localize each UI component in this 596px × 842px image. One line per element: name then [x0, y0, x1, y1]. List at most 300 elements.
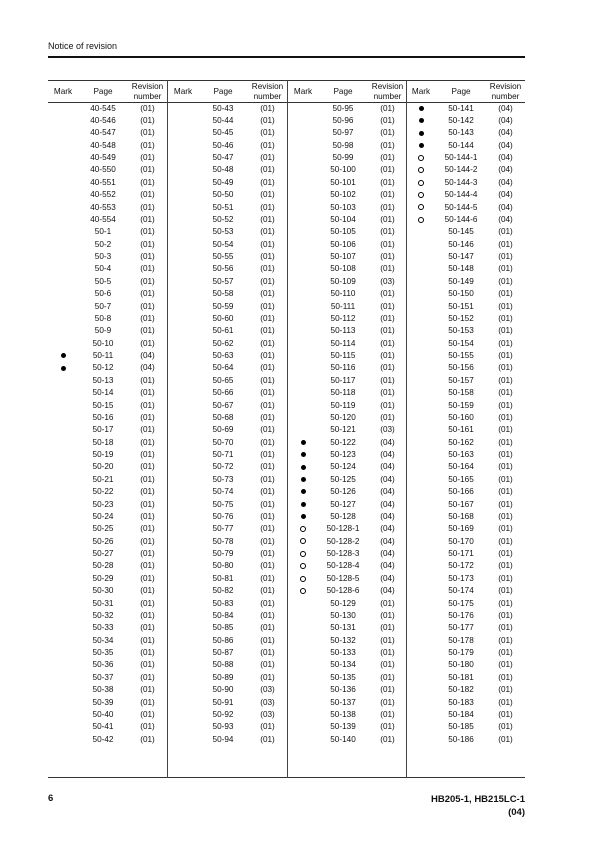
hollow-circle-mark-icon [288, 536, 318, 548]
revision-cell: (01) [140, 462, 155, 472]
revision-cell: (01) [260, 635, 275, 645]
page-cell: 50-46 [212, 140, 234, 150]
revision-cell: (01) [260, 202, 275, 212]
revision-cell: (01) [260, 375, 275, 385]
header-mark: Mark [173, 87, 193, 96]
table-row [48, 437, 167, 449]
table-row [406, 499, 525, 511]
revision-cell: (01) [260, 561, 275, 571]
revision-cell: (01) [140, 573, 155, 583]
table-row [168, 263, 287, 275]
table-row [288, 288, 407, 300]
table-row [168, 239, 287, 251]
page-cell: 50-63 [212, 351, 234, 360]
table-row [168, 548, 287, 560]
page-cell: 50-128-6 [326, 586, 360, 596]
table-row [288, 325, 407, 337]
revision-cell: (01) [498, 573, 513, 583]
revision-cell: (01) [260, 511, 275, 521]
table-row [406, 313, 525, 325]
revision-cell: (01) [498, 561, 513, 571]
hollow-circle-mark-icon [288, 560, 318, 572]
table-row [288, 400, 407, 412]
revision-cell: (01) [140, 177, 155, 187]
table-row [288, 635, 407, 647]
revision-cell: (01) [498, 276, 513, 286]
table-row [48, 387, 167, 399]
page-cell: 50-128-4 [326, 561, 360, 571]
table-row [288, 486, 407, 498]
filled-circle-mark-icon [288, 449, 318, 461]
table-row [406, 647, 525, 659]
table-row [48, 412, 167, 424]
revision-cell: (01) [140, 276, 155, 286]
table-row [168, 103, 287, 115]
filled-circle-mark-icon [288, 511, 318, 523]
page-cell: 50-83 [212, 598, 234, 608]
table-row [288, 387, 407, 399]
table-row [168, 140, 287, 152]
page-cell: 50-92 [212, 709, 234, 719]
table-row [48, 536, 167, 548]
page-cell: 50-40 [92, 709, 114, 719]
page-cell: 50-29 [92, 573, 114, 583]
page-cell: 50-124 [330, 462, 356, 472]
page-cell: 50-162 [448, 437, 474, 447]
filled-circle-mark-icon [406, 127, 436, 139]
page-cell: 50-62 [212, 338, 234, 348]
page-cell: 50-164 [448, 462, 474, 472]
revision-cell: (01) [260, 722, 275, 732]
page-cell: 50-43 [212, 103, 234, 113]
table-row [48, 573, 167, 585]
filled-circle-mark-icon [48, 350, 78, 362]
table-row [406, 288, 525, 300]
page-cell: 50-24 [92, 511, 114, 521]
table-row [168, 734, 287, 746]
page-cell: 50-9 [94, 326, 112, 336]
group-rows [48, 103, 167, 747]
revision-cell: (01) [498, 511, 513, 521]
revision-cell: (01) [140, 450, 155, 459]
revision-cell: (01) [380, 227, 395, 237]
page-cell: 50-8 [94, 313, 112, 323]
revision-cell: (01) [380, 660, 395, 670]
table-row [406, 709, 525, 721]
revision-cell: (01) [260, 103, 275, 113]
table-row [406, 461, 525, 473]
revision-cell: (01) [380, 128, 395, 138]
page-cell: 50-141 [448, 103, 474, 113]
revision-cell: (01) [498, 412, 513, 422]
page-cell: 50-95 [332, 103, 354, 113]
page-cell: 50-31 [92, 598, 114, 608]
table-row [48, 177, 167, 189]
revision-cell: (01) [260, 388, 275, 398]
table-row [406, 177, 525, 189]
table-row [168, 362, 287, 374]
table-row [168, 288, 287, 300]
revision-cell: (01) [140, 190, 155, 200]
revision-cell: (04) [498, 140, 513, 150]
revision-cell: (04) [380, 462, 395, 472]
table-row [48, 622, 167, 634]
table-row [406, 697, 525, 709]
table-row [48, 598, 167, 610]
table-row [288, 511, 407, 523]
hollow-circle-mark-icon [406, 214, 436, 226]
revision-cell: (01) [498, 289, 513, 299]
revision-cell: (01) [380, 388, 395, 398]
page-cell: 40-546 [90, 115, 116, 125]
page-cell: 50-22 [92, 487, 114, 497]
page-cell: 50-73 [212, 474, 234, 484]
page-cell: 40-553 [90, 202, 116, 212]
table-row [406, 610, 525, 622]
revision-cell: (01) [140, 697, 155, 707]
table-row [168, 338, 287, 350]
revision-cell: (01) [260, 264, 275, 274]
revision-cell: (01) [498, 252, 513, 261]
table-row [406, 214, 525, 226]
table-row [168, 474, 287, 486]
table-row [48, 115, 167, 127]
table-row [406, 189, 525, 201]
group-header [288, 80, 407, 102]
table-row [406, 548, 525, 560]
header-divider [48, 56, 525, 58]
revision-cell: (04) [498, 103, 513, 113]
table-row [288, 585, 407, 597]
table-row [168, 437, 287, 449]
table-row [288, 202, 407, 214]
page-cell: 50-23 [92, 499, 114, 509]
table-row [48, 647, 167, 659]
revision-cell: (01) [260, 227, 275, 237]
page-cell: 50-119 [330, 400, 356, 410]
revision-cell: (01) [498, 450, 513, 459]
page-cell: 50-136 [330, 685, 356, 695]
header-mark: Mark [293, 87, 313, 96]
revision-cell: (01) [260, 462, 275, 472]
page-cell: 50-150 [448, 289, 474, 299]
page-cell: 50-134 [330, 660, 356, 670]
page-cell: 50-167 [448, 499, 474, 509]
page-cell: 50-144-3 [444, 177, 478, 187]
page-cell: 50-114 [330, 338, 356, 348]
page-number: 6 [48, 793, 54, 804]
page-cell: 50-76 [212, 511, 234, 521]
revision-cell: (01) [260, 252, 275, 261]
revision-cell: (01) [260, 623, 275, 633]
table-row [48, 499, 167, 511]
table-row [168, 400, 287, 412]
table-row [168, 202, 287, 214]
revision-cell: (01) [140, 103, 155, 113]
revision-cell: (01) [260, 313, 275, 323]
header-mark: Mark [411, 87, 431, 96]
page-cell: 50-13 [92, 375, 114, 385]
table-row [406, 437, 525, 449]
table-row [288, 684, 407, 696]
table-row [48, 635, 167, 647]
table-row [406, 585, 525, 597]
table-row [48, 461, 167, 473]
page-cell: 50-184 [448, 709, 474, 719]
table-row [168, 647, 287, 659]
revision-cell: (01) [380, 623, 395, 633]
revision-code: (04) [508, 807, 525, 818]
table-row [406, 511, 525, 523]
table-row [288, 239, 407, 251]
revision-cell: (01) [260, 351, 275, 360]
revision-cell: (01) [380, 115, 395, 125]
table-row [48, 127, 167, 139]
revision-cell: (01) [380, 239, 395, 249]
table-row [168, 127, 287, 139]
page-cell: 50-143 [448, 128, 474, 138]
table-row [48, 301, 167, 313]
table-row [288, 338, 407, 350]
page-cell: 50-112 [330, 313, 356, 323]
table-row [406, 449, 525, 461]
page-cell: 40-545 [90, 103, 116, 113]
revision-cell: (01) [380, 252, 395, 261]
revision-cell: (01) [498, 301, 513, 311]
page-cell: 50-103 [330, 202, 356, 212]
page-cell: 50-12 [92, 363, 114, 373]
revision-cell: (01) [140, 623, 155, 633]
table-row [288, 474, 407, 486]
revision-cell: (01) [498, 363, 513, 373]
page-cell: 50-3 [94, 252, 112, 261]
header-page: Page [213, 87, 233, 96]
revision-cell: (04) [498, 115, 513, 125]
header-revision-number: Revision number [251, 82, 284, 101]
revision-cell: (01) [380, 301, 395, 311]
hollow-circle-mark-icon [406, 189, 436, 201]
table-row [48, 362, 167, 374]
table-row [168, 375, 287, 387]
revision-cell: (01) [260, 573, 275, 583]
page-cell: 50-128 [330, 511, 356, 521]
page-cell: 50-60 [212, 313, 234, 323]
page-cell: 50-138 [330, 709, 356, 719]
table-row [168, 622, 287, 634]
table-row [48, 164, 167, 176]
page-cell: 50-158 [448, 388, 474, 398]
header-page: Page [333, 87, 353, 96]
page-cell: 50-55 [212, 252, 234, 261]
page-cell: 40-549 [90, 153, 116, 162]
table-row [406, 684, 525, 696]
page-cell: 50-173 [448, 573, 474, 583]
page-cell: 50-181 [448, 672, 474, 682]
group-rows [406, 103, 525, 747]
table-row [168, 276, 287, 288]
revision-cell: (01) [498, 685, 513, 695]
revision-cell: (01) [380, 140, 395, 150]
revision-cell: (01) [260, 140, 275, 150]
table-row [288, 697, 407, 709]
page-cell: 50-54 [212, 239, 234, 249]
page-cell: 50-108 [330, 264, 356, 274]
revision-cell: (01) [498, 672, 513, 682]
page-cell: 50-185 [448, 722, 474, 732]
revision-cell: (01) [380, 734, 395, 744]
revision-cell: (01) [140, 722, 155, 732]
page-cell: 50-171 [448, 549, 474, 558]
hollow-circle-mark-icon [406, 202, 436, 214]
revision-cell: (01) [498, 326, 513, 336]
revision-cell: (01) [260, 598, 275, 608]
revision-cell: (01) [498, 499, 513, 509]
page-cell: 50-177 [448, 623, 474, 633]
page-cell: 50-170 [448, 536, 474, 546]
revision-cell: (01) [260, 153, 275, 162]
page-cell: 50-11 [92, 351, 114, 360]
revision-cell: (01) [380, 351, 395, 360]
page-cell: 50-168 [448, 511, 474, 521]
page-cell: 50-32 [92, 610, 114, 620]
revision-cell: (01) [380, 264, 395, 274]
page-cell: 50-18 [92, 437, 114, 447]
page-cell: 50-90 [212, 685, 234, 695]
table-row [406, 226, 525, 238]
revision-cell: (01) [260, 734, 275, 744]
page-cell: 50-4 [94, 264, 112, 274]
revision-cell: (01) [380, 214, 395, 224]
table-row [406, 103, 525, 115]
revision-cell: (01) [498, 722, 513, 732]
page-cell: 50-2 [94, 239, 112, 249]
table-row [168, 115, 287, 127]
revision-cell: (01) [498, 697, 513, 707]
page-cell: 50-57 [212, 276, 234, 286]
table-row [168, 412, 287, 424]
table-row [168, 424, 287, 436]
table-row [406, 338, 525, 350]
revision-cell: (03) [380, 425, 395, 435]
revision-cell: (01) [498, 487, 513, 497]
page-cell: 50-179 [448, 648, 474, 657]
table-row [288, 164, 407, 176]
page-cell: 50-111 [330, 301, 356, 311]
revision-cell: (04) [380, 450, 395, 459]
page-cell: 50-128-3 [326, 549, 360, 558]
table-row [48, 721, 167, 733]
revision-cell: (01) [140, 301, 155, 311]
page-cell: 50-20 [92, 462, 114, 472]
footer-model [431, 793, 525, 819]
page-cell: 50-34 [92, 635, 114, 645]
table-row [288, 350, 407, 362]
revision-cell: (03) [260, 697, 275, 707]
revision-cell: (01) [380, 289, 395, 299]
page-cell: 50-50 [212, 190, 234, 200]
page-cell: 50-144 [448, 140, 474, 150]
page-cell: 50-152 [448, 313, 474, 323]
header-revision-number: Revision number [371, 82, 404, 101]
hollow-circle-mark-icon [406, 152, 436, 164]
table-row [406, 598, 525, 610]
revision-cell: (01) [140, 375, 155, 385]
page-cell: 50-100 [330, 165, 356, 175]
page-cell: 50-77 [212, 524, 234, 534]
hollow-circle-mark-icon [406, 164, 436, 176]
header-mark: Mark [53, 87, 73, 96]
revision-cell: (01) [498, 709, 513, 719]
table-row [48, 239, 167, 251]
page-cell: 50-93 [212, 722, 234, 732]
revision-cell: (01) [380, 153, 395, 162]
page-cell: 50-154 [448, 338, 474, 348]
table-row [406, 474, 525, 486]
page-cell: 50-49 [212, 177, 234, 187]
revision-cell: (01) [140, 400, 155, 410]
page-cell: 50-78 [212, 536, 234, 546]
page-cell: 50-117 [330, 375, 356, 385]
page-cell: 50-135 [330, 672, 356, 682]
page-cell: 50-176 [448, 610, 474, 620]
page-cell: 50-58 [212, 289, 234, 299]
table-row [288, 103, 407, 115]
table-row [288, 214, 407, 226]
revision-cell: (01) [260, 586, 275, 596]
table-row [168, 251, 287, 263]
revision-cell: (01) [380, 697, 395, 707]
revision-cell: (03) [260, 709, 275, 719]
table-row [168, 536, 287, 548]
table-row [406, 164, 525, 176]
table-row [48, 152, 167, 164]
table-row [48, 325, 167, 337]
hollow-circle-mark-icon [288, 585, 318, 597]
table-row [288, 573, 407, 585]
page-cell: 50-109 [330, 276, 356, 286]
revision-cell: (01) [380, 165, 395, 175]
table-row [168, 226, 287, 238]
revision-cell: (01) [260, 115, 275, 125]
page-cell: 50-79 [212, 549, 234, 558]
revision-cell: (01) [260, 326, 275, 336]
revision-table [48, 80, 525, 778]
table-row [48, 659, 167, 671]
table-row [406, 721, 525, 733]
table-row [288, 659, 407, 671]
revision-cell: (04) [498, 153, 513, 162]
revision-cell: (01) [260, 177, 275, 187]
revision-cell: (01) [498, 474, 513, 484]
table-row [288, 115, 407, 127]
page-cell: 50-144-6 [444, 214, 478, 224]
table-row [288, 672, 407, 684]
revision-cell: (01) [140, 128, 155, 138]
revision-cell: (01) [260, 474, 275, 484]
table-row [168, 585, 287, 597]
page-cell: 50-133 [330, 648, 356, 657]
header-revision-number: Revision number [131, 82, 164, 101]
table-row [168, 387, 287, 399]
page-cell: 50-161 [448, 425, 474, 435]
table-row [48, 214, 167, 226]
revision-cell: (01) [140, 437, 155, 447]
table-row [48, 610, 167, 622]
page-cell: 50-16 [92, 412, 114, 422]
revision-cell: (01) [498, 635, 513, 645]
page-cell: 50-89 [212, 672, 234, 682]
page-cell: 50-126 [330, 487, 356, 497]
